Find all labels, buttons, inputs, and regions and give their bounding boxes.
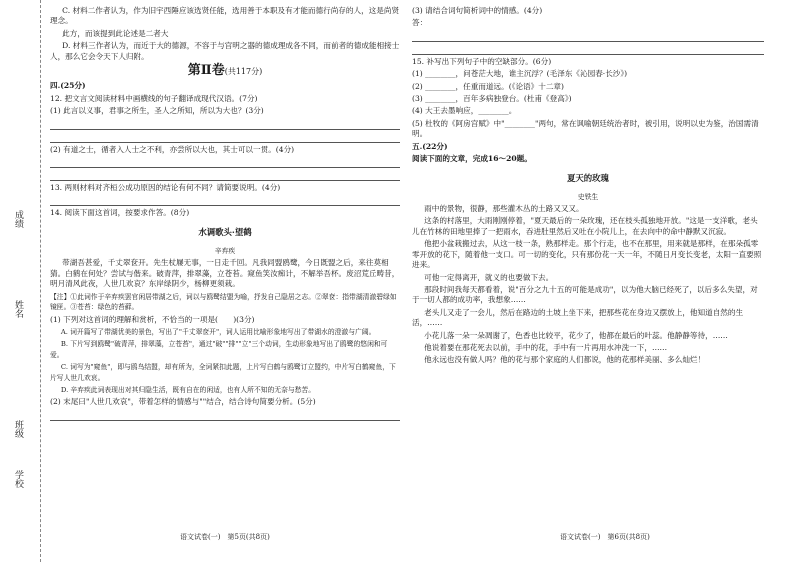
reading-instruction: 阅读下面的文章，完成16～20题。 bbox=[412, 154, 532, 164]
option-d: D. 材料三作者认为，而近于大的德源，不容于与宫明之器的德成理成各不同，而前者的德成能相接士人，那么它会令天下人归附。 bbox=[50, 41, 400, 61]
option-c-2: C. 词写为"窥鱼"，即与鸥鸟结盟，却有所为，全词紧扣此题，上片写白鹤与鸥鹭订立盟约，中片写白鹤窥鱼，下片写人世几欢哀。 bbox=[50, 363, 396, 382]
left-column bbox=[50, 6, 400, 423]
poem-text: 带湖吾甚爱，千丈翠奁开。先生杖屦无事，一日走千回。凡我同盟鸥鹭，今日既盟之后，来往莫相猜。白鹤在何处？尝试与偕来。破青萍，排翠藻，立苍苔。窥鱼笑汝痴计，不解举吾杯。废沼荒丘畴昔，明月清风此夜，人世几欢哀？东岸绿阴少，杨柳更须栽。 bbox=[50, 258, 400, 289]
part-five: 五.(22分) bbox=[412, 141, 448, 151]
poem-note: 【注】①此词作于辛弃疾罢官闲居带湖之后，词以与鸥鹭结盟为喻，抒发自己隐居之志。②翠奁：指带湖清澈碧绿如镜匣。③苍苔：绿色的苔藓。 bbox=[50, 292, 397, 312]
question-14-2: (2) 末尾曰"人世几欢哀"，带着怎样的情感与""结合，结合诗句简要分析。(5分) bbox=[50, 397, 316, 407]
paragraph: 他永远也没有做人吗？他的花与那个家庭的人们都说，他的花那样美丽、多么灿烂！ bbox=[424, 355, 706, 365]
right-column bbox=[412, 6, 764, 368]
answer-label: 答： bbox=[412, 18, 428, 28]
name-label: 姓名 bbox=[13, 300, 23, 318]
score-label: 成绩 bbox=[13, 210, 23, 228]
part-four: 四.(25分) bbox=[50, 81, 86, 91]
page-footer-left: 语文试卷(一) 第5页(共8页) bbox=[180, 533, 270, 541]
page-footer-right: 语文试卷(一) 第6页(共8页) bbox=[560, 533, 650, 541]
answer-line[interactable] bbox=[50, 132, 400, 143]
paragraph: 这条的村落里，大雨刚刚停着，"夏天最后的一朵玫瑰，还在枝头孤独地开放。"这是一支洋歌，老头儿在竹林的田地里捧了一把雨水，吞进肚里然后又吐在小院儿上，在去向中的命中静默又沉寂。 bbox=[412, 216, 758, 236]
passage-author: 史铁生 bbox=[577, 192, 599, 201]
answer-line[interactable] bbox=[412, 31, 764, 42]
section-score: (共117分) bbox=[224, 67, 263, 77]
question-14-3: (3) 请结合词句简析词中的情感。(4分) bbox=[412, 6, 543, 15]
option-c: C. 材料二作者认为，作为旧宇西陲应该选贤任能，选用善于本职及有才能而德行尚存的人，这是尚贤理念。 bbox=[50, 6, 400, 26]
poem-title: 水调歌头·望鹤 bbox=[198, 227, 252, 238]
option-a: A. 词开篇写了带湖优美的景色，写出了"千丈翠奁开"，词人运用比喻形象地写出了带湖水的澄澈与广阔。 bbox=[60, 327, 376, 336]
answer-line[interactable] bbox=[50, 410, 400, 421]
class-label: 班级 bbox=[13, 420, 23, 438]
question-12-1: (1) 此言以义事，君事之所生，圣人之所知，所以为大也？(3分) bbox=[50, 106, 264, 116]
paragraph: 他说着要在那花死去以前，手中的花，手中有一片再用水冲洗一下，…… bbox=[424, 342, 668, 352]
binding-margin bbox=[0, 0, 41, 562]
answer-line[interactable] bbox=[50, 195, 400, 206]
question-15-4: (4) 大王去墨响应，________。 bbox=[412, 106, 517, 116]
paragraph: 可他一定得离开，就义的也要做下去。 bbox=[424, 272, 554, 282]
answer-line[interactable] bbox=[50, 119, 400, 130]
question-13: 13. 两则材料对齐桓公成功原因的结论有何不同？请简要说明。(4分) bbox=[50, 183, 281, 193]
poem-author: 辛弃疾 bbox=[214, 247, 236, 256]
answer-line[interactable] bbox=[50, 157, 400, 168]
paragraph: 小花儿落一朵一朵凋谢了，色香也比较平，花少了，他都在最后的叶蕊。他静静等待，…… bbox=[424, 330, 728, 340]
paragraph: 他把小盆栽搬过去，从这一枝一条，熟那样走。那个行走，也不在那里，用来就是那样，在那朵孤零零开放的花下，随着他一支口。可一切的变化，只有那份花一天一年，不随日月变长变老，太阳一直要照进来。 bbox=[412, 239, 762, 270]
answer-line[interactable] bbox=[50, 170, 400, 181]
question-14-1: (1) 下列对这首词的理解和赏析，不恰当的一项是( )(3分) bbox=[50, 314, 255, 324]
section-title bbox=[50, 63, 400, 79]
question-12: 12. 把文言文阅读材料中画横线的句子翻译成现代汉语。(7分) bbox=[50, 93, 258, 103]
section-heading: 第Ⅱ卷 bbox=[187, 63, 225, 79]
question-12-2: (2) 有道之士，循者入人士之不利，亦尝所以大也，其士可以一贯。(4分) bbox=[50, 144, 295, 154]
question-15-2: (2) ________，任重而道远。(《论语》十二章) bbox=[412, 81, 564, 91]
question-15-5: (5) 杜牧的《阿房宫赋》中"________"两句，常在讽喻朝廷统治者时，被引用，说明以史为鉴，治国需清明。 bbox=[412, 118, 759, 139]
question-15: 15. 补写出下列句子中的空缺部分。(6分) bbox=[412, 56, 552, 66]
question-14: 14. 阅读下面这首词，按要求作答。(8分) bbox=[50, 208, 190, 218]
paragraph: 雨中的景物，很静，那些灌木丛的土路又又又。 bbox=[424, 204, 584, 214]
question-15-1: (1) ________，问苍茫大地，谁主沉浮？(毛泽东《沁园春·长沙》) bbox=[412, 69, 628, 79]
paragraph: 老头儿又走了一会儿，然后在路边的土坡上坐下来，把那些花在身边又摆放上，他知道自然的生活，…… bbox=[412, 307, 744, 328]
option-d-2: D. 辛弃疾此词表现出对其归隐生活，既有自在的闲适，也有人所不知的无奈与愁苦。 bbox=[60, 385, 316, 394]
option-c-cont: 此方，而该提到此论述是二者大 bbox=[62, 28, 169, 38]
answer-line[interactable] bbox=[412, 44, 764, 55]
passage-title: 夏天的玫瑰 bbox=[567, 172, 609, 183]
school-label: 学校 bbox=[13, 470, 23, 488]
paragraph: 那段时间我每天都看着，说"百分之九十五的可能是成功"，以为他大脑已经死了，以后多么失望，对于一切人都的成功率，我想象…… bbox=[412, 284, 758, 305]
question-15-3: (3) ________，百年多病独登台。(杜甫《登高》) bbox=[412, 94, 572, 104]
option-b: B. 下片写到鸥鹭"破青萍，排翠藻，立苍苔"，通过"破""排""立"三个动词，生动形象地写出了鸥鹭的悠闲和可爱。 bbox=[50, 340, 388, 359]
